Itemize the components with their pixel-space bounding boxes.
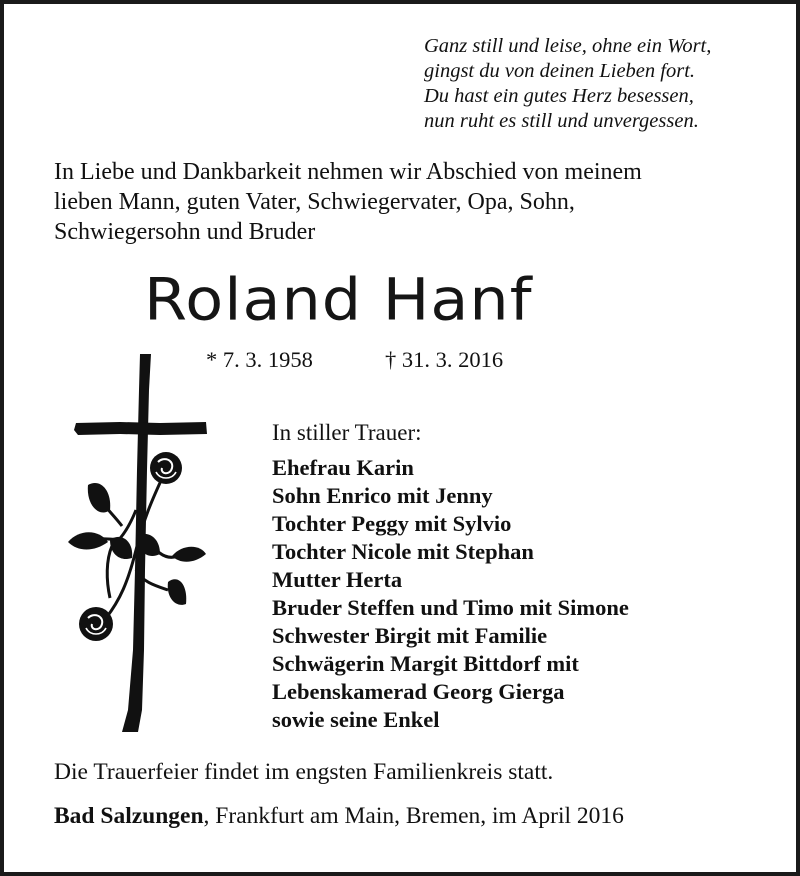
place-name: Bad Salzungen xyxy=(54,803,204,829)
mourner-entry: sowie seine Enkel xyxy=(272,707,440,732)
poem xyxy=(424,34,764,134)
mourner-entry: Tochter Peggy mit Sylvio xyxy=(272,511,512,536)
service-note: Die Trauerfeier findet im engsten Familienkreis statt. xyxy=(54,759,554,785)
mourners-list xyxy=(272,454,629,734)
mourner-entry: Schwägerin Margit Bittdorf mit xyxy=(272,651,579,676)
poem-line: Ganz still und leise, ohne ein Wort, xyxy=(424,35,712,57)
mourner-entry: Ehefrau Karin xyxy=(272,455,414,480)
mourner-entry: Bruder Steffen und Timo mit Simone xyxy=(272,595,629,620)
intro-line: Schwiegersohn und Bruder xyxy=(54,219,316,245)
mourners-heading: In stiller Trauer: xyxy=(272,420,422,445)
cross-with-roses-icon xyxy=(60,350,220,745)
intro-line: lieben Mann, guten Vater, Schwiegervater, Opa, Sohn, xyxy=(54,189,575,215)
death-date: † 31. 3. 2016 xyxy=(385,347,504,372)
intro-line: In Liebe und Dankbarkeit nehmen wir Abschied von meinem xyxy=(54,159,642,185)
place-rest: , Frankfurt am Main, Bremen, im April 2016 xyxy=(203,803,624,829)
deceased-name: Roland Hanf xyxy=(144,264,533,334)
poem-line: nun ruht es still und unvergessen. xyxy=(424,110,699,132)
birth-date: * 7. 3. 1958 xyxy=(206,347,313,372)
mourner-entry: Sohn Enrico mit Jenny xyxy=(272,483,493,508)
mourner-entry: Tochter Nicole mit Stephan xyxy=(272,539,534,564)
poem-line: Du hast ein gutes Herz besessen, xyxy=(424,85,694,107)
intro-text xyxy=(54,157,774,247)
mourner-entry: Mutter Herta xyxy=(272,567,403,592)
place-and-date xyxy=(54,801,624,831)
mourner-entry: Schwester Birgit mit Familie xyxy=(272,623,548,648)
mourner-entry: Lebenskamerad Georg Gierga xyxy=(272,679,565,704)
poem-line: gingst du von deinen Lieben fort. xyxy=(424,60,696,82)
